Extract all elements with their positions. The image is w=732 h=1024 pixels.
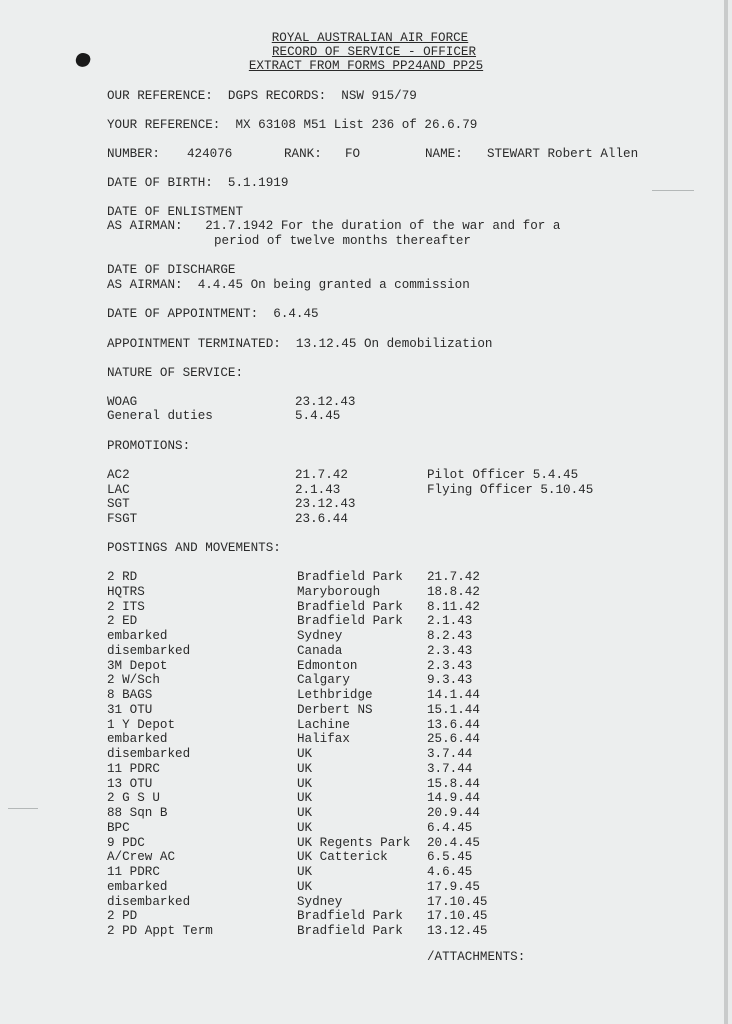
number-label: NUMBER: — [107, 147, 160, 161]
promotion-rank: FSGT — [107, 512, 138, 526]
rank-value: FO — [345, 147, 361, 161]
posting-unit: 2 ED — [107, 614, 138, 629]
posting-date: 15.8.44 — [427, 776, 480, 791]
posting-unit: 13 OTU — [107, 776, 153, 791]
posting-place: UK — [297, 747, 313, 761]
posting-date: 8.2.43 — [427, 629, 473, 643]
nature-label: WOAG — [107, 395, 138, 409]
posting-date: 2.3.43 — [427, 658, 473, 673]
posting-place: Edmonton — [297, 658, 358, 673]
nature-date: 5.4.45 — [295, 409, 341, 423]
posting-place: Bradfield Park — [297, 909, 403, 924]
posting-place: UK — [297, 776, 313, 791]
posting-unit: HQTRS — [107, 584, 145, 599]
posting-date: 15.1.44 — [427, 702, 480, 717]
date-of-birth: DATE OF BIRTH: 5.1.1919 — [107, 176, 289, 190]
posting-place: Bradfield Park — [297, 570, 403, 584]
posting-place: Calgary — [297, 673, 350, 688]
stray-mark — [652, 190, 694, 191]
discharge-detail: AS AIRMAN: 4.4.45 On being granted a commission — [107, 278, 470, 292]
posting-unit: 3M Depot — [107, 658, 168, 673]
posting-date: 21.7.42 — [427, 570, 480, 584]
stray-mark — [8, 808, 38, 809]
posting-unit: 2 RD — [107, 570, 138, 584]
posting-unit: 2 PD — [107, 909, 138, 924]
posting-unit: 8 BAGS — [107, 688, 153, 702]
posting-unit: 9 PDC — [107, 835, 145, 850]
posting-place: Sydney — [297, 629, 343, 643]
posting-place: UK — [297, 761, 313, 776]
posting-unit: 1 Y Depot — [107, 717, 176, 732]
promotion-date: 2.1.43 — [295, 483, 341, 497]
posting-place: Bradfield Park — [297, 599, 403, 614]
posting-date: 2.1.43 — [427, 614, 473, 629]
posting-unit: 11 PDRC — [107, 761, 160, 776]
our-reference: OUR REFERENCE: DGPS RECORDS: NSW 915/79 — [107, 89, 417, 103]
discharge-heading: DATE OF DISCHARGE — [107, 263, 236, 277]
posting-date: 25.6.44 — [427, 732, 480, 747]
enlistment-detail: AS AIRMAN: 21.7.1942 For the duration of the war and for a — [107, 219, 561, 233]
posting-place: UK — [297, 865, 313, 879]
posting-place: Maryborough — [297, 584, 381, 599]
posting-unit: disembarked — [107, 747, 191, 761]
promotion-date: 23.6.44 — [295, 512, 348, 526]
posting-unit: disembarked — [107, 643, 191, 658]
posting-date: 2.3.43 — [427, 643, 473, 658]
rank-label: RANK: — [284, 147, 322, 161]
posting-place: Sydney — [297, 894, 343, 909]
promotion-note: Flying Officer 5.10.45 — [427, 483, 594, 497]
posting-place: UK Catterick — [297, 850, 388, 865]
posting-date: 3.7.44 — [427, 747, 473, 761]
posting-date: 9.3.43 — [427, 673, 473, 688]
promotion-date: 23.12.43 — [295, 497, 356, 511]
posting-date: 4.6.45 — [427, 865, 473, 879]
number-value: 424076 — [187, 147, 233, 161]
posting-place: Lachine — [297, 717, 350, 732]
posting-unit: 2 G S U — [107, 791, 160, 806]
header-extract: EXTRACT FROM FORMS PP24AND PP25 — [248, 59, 484, 73]
header-title: ROYAL AUSTRALIAN AIR FORCE — [271, 31, 469, 45]
posting-place: Halifax — [297, 732, 350, 747]
posting-unit: 2 ITS — [107, 599, 145, 614]
posting-place: UK — [297, 791, 313, 806]
promotion-note: Pilot Officer 5.4.45 — [427, 468, 579, 482]
posting-date: 14.1.44 — [427, 688, 480, 702]
postings-heading: POSTINGS AND MOVEMENTS: — [107, 541, 281, 555]
nature-date: 23.12.43 — [295, 395, 356, 409]
header-subtitle: RECORD OF SERVICE - OFFICER — [271, 45, 477, 59]
posting-date: 3.7.44 — [427, 761, 473, 776]
promotions-heading: PROMOTIONS: — [107, 439, 191, 453]
posting-unit: 88 Sqn B — [107, 806, 168, 820]
posting-date: 17.10.45 — [427, 894, 488, 909]
posting-date: 13.6.44 — [427, 717, 480, 732]
posting-place: UK — [297, 806, 313, 820]
promotion-date: 21.7.42 — [295, 468, 348, 482]
your-reference: YOUR REFERENCE: MX 63108 M51 List 236 of 26.6.79 — [107, 118, 478, 132]
posting-place: UK — [297, 879, 313, 894]
promotion-rank: AC2 — [107, 468, 130, 482]
posting-unit: 2 W/Sch — [107, 673, 160, 688]
posting-unit: disembarked — [107, 894, 191, 909]
posting-unit: embarked — [107, 879, 168, 894]
posting-place: Bradfield Park — [297, 614, 403, 629]
posting-date: 8.11.42 — [427, 599, 480, 614]
posting-unit: 2 PD Appt Term — [107, 924, 213, 938]
posting-date: 20.9.44 — [427, 806, 480, 820]
posting-place: Bradfield Park — [297, 924, 403, 938]
promotion-rank: LAC — [107, 483, 130, 497]
posting-place: Lethbridge — [297, 688, 373, 702]
posting-unit: 11 PDRC — [107, 865, 160, 879]
posting-date: 18.8.42 — [427, 584, 480, 599]
posting-unit: embarked — [107, 732, 168, 747]
posting-unit: 31 OTU — [107, 702, 153, 717]
posting-place: UK — [297, 820, 313, 835]
posting-unit: BPC — [107, 820, 130, 835]
nature-label: General duties — [107, 409, 213, 423]
posting-place: UK Regents Park — [297, 835, 411, 850]
posting-unit: A/Crew AC — [107, 850, 176, 865]
posting-date: 17.10.45 — [427, 909, 488, 924]
appointment-terminated: APPOINTMENT TERMINATED: 13.12.45 On demobilization — [107, 337, 493, 351]
posting-date: 13.12.45 — [427, 924, 488, 938]
appointment-date: DATE OF APPOINTMENT: 6.4.45 — [107, 307, 319, 321]
enlistment-detail-cont: period of twelve months thereafter — [214, 234, 471, 248]
name-value: STEWART Robert Allen — [487, 147, 639, 161]
posting-unit: embarked — [107, 629, 168, 643]
posting-place: Derbert NS — [297, 702, 373, 717]
posting-date: 6.4.45 — [427, 820, 473, 835]
nature-heading: NATURE OF SERVICE: — [107, 366, 244, 380]
posting-date: 14.9.44 — [427, 791, 480, 806]
posting-place: Canada — [297, 643, 343, 658]
posting-date: 17.9.45 — [427, 879, 480, 894]
promotion-rank: SGT — [107, 497, 130, 511]
posting-date: 6.5.45 — [427, 850, 473, 865]
attachments-footer: /ATTACHMENTS: — [427, 950, 526, 964]
enlistment-heading: DATE OF ENLISTMENT — [107, 205, 244, 219]
posting-date: 20.4.45 — [427, 835, 480, 850]
page-edge — [724, 0, 728, 1024]
name-label: NAME: — [425, 147, 463, 161]
